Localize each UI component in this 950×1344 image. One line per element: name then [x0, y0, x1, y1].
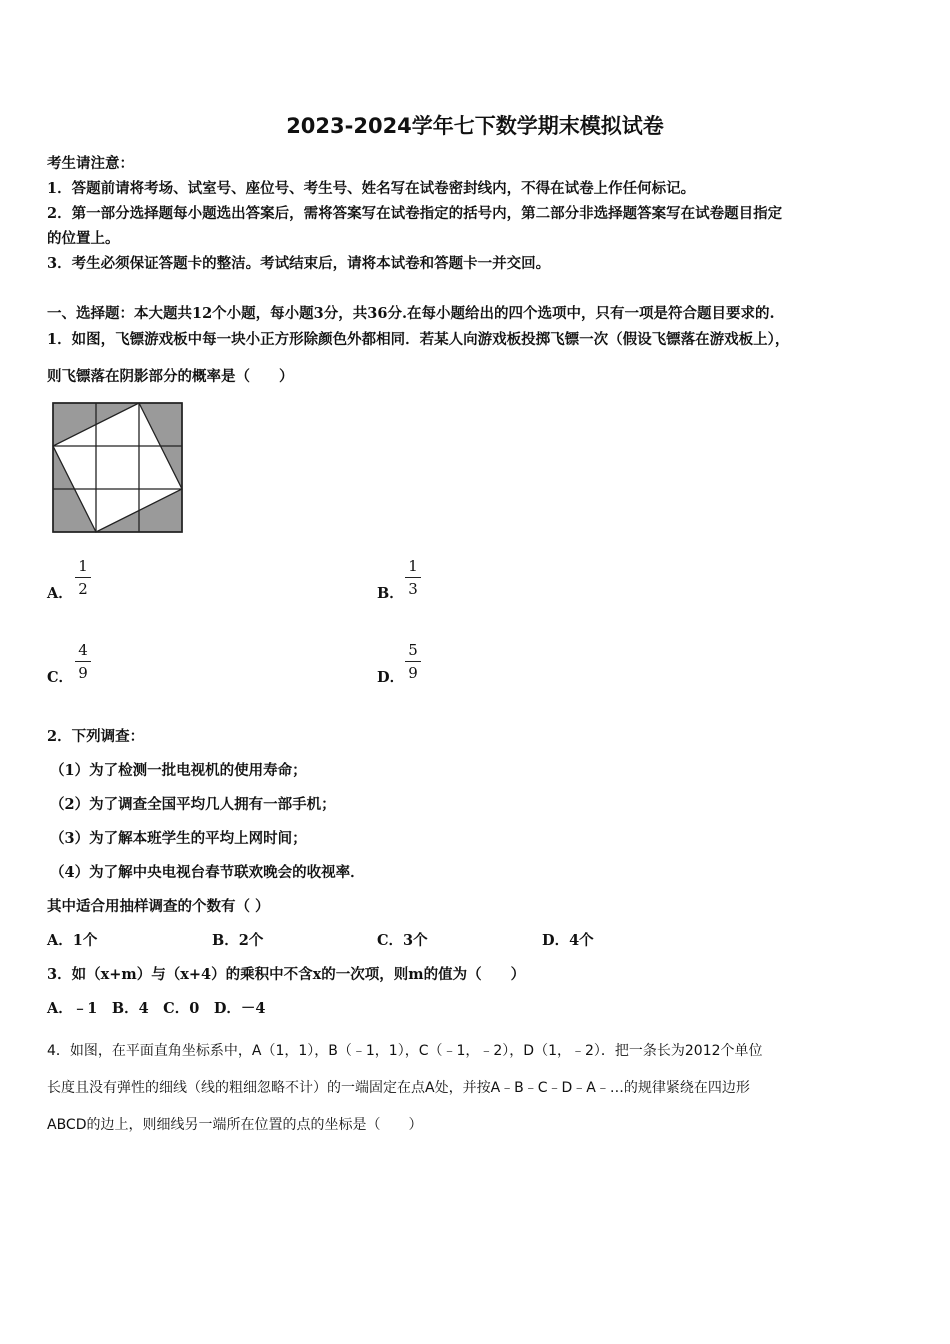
- page-title: 2023-2024学年七下数学期末模拟试卷: [286, 114, 664, 138]
- question-2-text: 其中适合用抽样调查的个数有（ ）: [47, 898, 270, 915]
- option-c: C．3个: [377, 932, 428, 949]
- option-a-fraction: [75, 557, 91, 598]
- question-2-intro: 2．下列调查：: [47, 728, 145, 745]
- notice-item: 3．考生必须保证答题卡的整洁。考试结束后，请将本试卷和答题卡一并交回。: [47, 255, 551, 272]
- notice-item: 1．答题前请将考场、试室号、座位号、考生号、姓名写在试卷密封线内，不得在试卷上作任何标记。: [47, 180, 696, 197]
- notice-item: 2．第一部分选择题每小题选出答案后，需将答案写在试卷指定的括号内，第二部分非选择题答案写在试卷题目指定: [47, 205, 783, 222]
- option-b-label: B．: [377, 585, 404, 602]
- question-1-text: 1．如图，飞镖游戏板中每一块小正方形除颜色外都相同．若某人向游戏板投掷飞镖一次（假设飞镖落在游戏板上），: [47, 331, 790, 348]
- option-b-fraction: [405, 557, 421, 598]
- question-1-text: 则飞镖落在阴影部分的概率是（ ）: [47, 368, 294, 385]
- option-a-label: A．: [47, 585, 73, 602]
- denominator: 2: [78, 580, 88, 598]
- option-a: A．1个: [47, 932, 98, 949]
- survey-item: （2）为了调查全国平均几人拥有一部手机；: [50, 796, 336, 813]
- option-b: B．2个: [212, 932, 264, 949]
- numerator: 1: [408, 557, 418, 575]
- option-d-label: D．: [377, 669, 405, 686]
- denominator: 9: [78, 664, 88, 682]
- survey-item: （1）为了检测一批电视机的使用寿命；: [50, 762, 307, 779]
- survey-item: （4）为了解中央电视台春节联欢晚会的收视率．: [50, 864, 365, 881]
- question-4-text: 4．如图，在平面直角坐标系中，A（1，1），B（﹣1，1），C（﹣1，﹣2），D（1，﹣2）．把一条长为2012个单位: [47, 1043, 763, 1059]
- option-c-label: C．: [47, 669, 74, 686]
- numerator: 1: [78, 557, 88, 575]
- notice-item: 的位置上。: [47, 230, 120, 247]
- question-4-text: ABCD的边上，则细线另一端所在位置的点的坐标是（ ）: [47, 1117, 423, 1133]
- section-heading: 一、选择题：本大题共12个小题，每小题3分，共36分.在每小题给出的四个选项中，只有一项是符合题目要求的.: [47, 305, 775, 322]
- option-d: D．4个: [542, 932, 594, 949]
- denominator: 3: [408, 580, 418, 598]
- question-3-text: 3．如（x+m）与（x+4）的乘积中不含x的一次项，则m的值为（ ）: [47, 966, 526, 983]
- dartboard-figure: [52, 402, 184, 534]
- survey-item: （3）为了解本班学生的平均上网时间；: [50, 830, 307, 847]
- notice-heading: 考生请注意：: [47, 155, 134, 172]
- numerator: 4: [78, 641, 88, 659]
- numerator: 5: [408, 641, 418, 659]
- option-c-fraction: [75, 641, 91, 682]
- question-3-options: A．﹣1 B．4 C．0 D．－4: [47, 1000, 266, 1017]
- denominator: 9: [408, 664, 418, 682]
- question-4-text: 长度且没有弹性的细线（线的粗细忽略不计）的一端固定在点A处，并按A﹣B﹣C﹣D﹣A﹣…的规律紧绕在四边形: [47, 1080, 750, 1096]
- option-d-fraction: [405, 641, 421, 682]
